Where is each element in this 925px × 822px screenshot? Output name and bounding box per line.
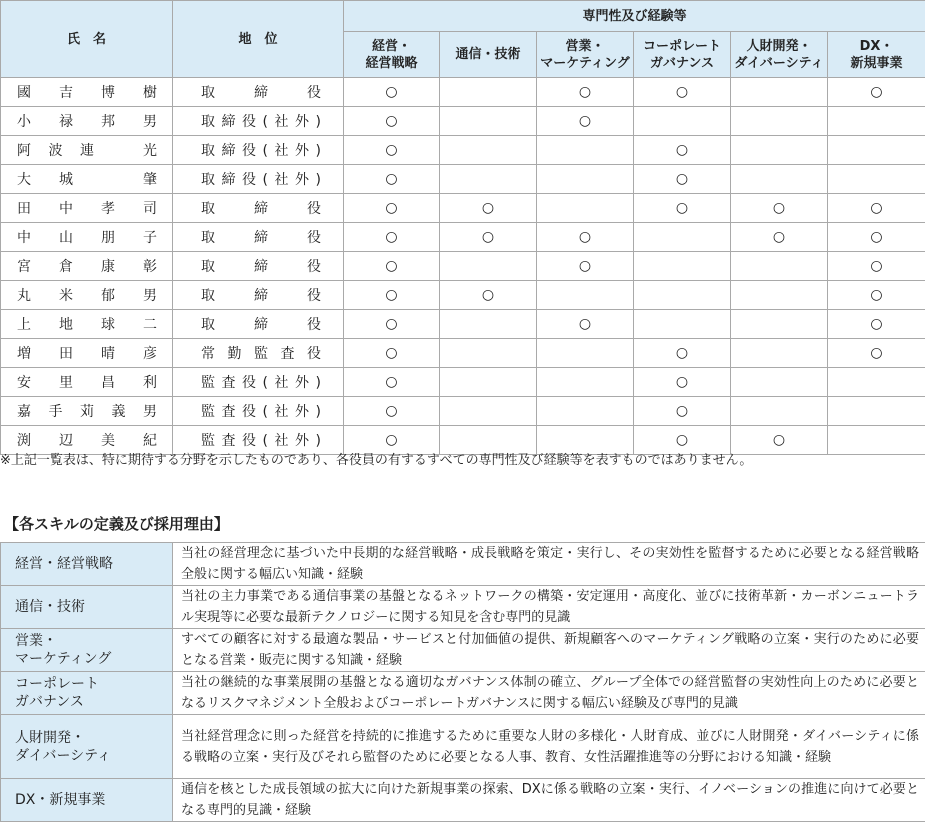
officer-name: 増田晴彦 — [1, 339, 173, 368]
skill-mark: ○ — [344, 223, 440, 252]
officer-position: 取締役 — [173, 252, 344, 281]
skill-mark: ○ — [828, 310, 925, 339]
skill-mark: ○ — [634, 339, 731, 368]
header-position: 地 位 — [173, 1, 344, 78]
definition-skill — [1, 715, 173, 779]
definition-row — [1, 629, 925, 672]
matrix-body — [1, 78, 925, 455]
definition-skill-line: 経営・経営戦略 — [15, 556, 113, 572]
skill-mark: ○ — [537, 252, 634, 281]
skill-mark: ○ — [344, 339, 440, 368]
skill-cell-empty — [537, 165, 634, 194]
table-row — [1, 165, 925, 194]
definition-skill — [1, 779, 173, 822]
header-skill-line: ダイバーシティ — [734, 56, 823, 71]
header-skill-1 — [440, 32, 537, 78]
skill-cell-empty — [634, 281, 731, 310]
officer-position: 監査役(社外) — [173, 426, 344, 455]
skill-cell-empty — [731, 310, 828, 339]
table-row — [1, 310, 925, 339]
definition-text: 通信を核とした成長領域の拡大に向けた新規事業の探索、DXに係る戦略の立案・実行、イノベーションの推進に向けて必要となる専門的見識・経験 — [173, 779, 925, 822]
officer-position: 取締役 — [173, 310, 344, 339]
header-skill-line: 人財開発・ — [746, 39, 811, 54]
definition-skill — [1, 672, 173, 715]
skill-mark: ○ — [344, 281, 440, 310]
definition-text: 当社の継続的な事業展開の基盤となる適切なガバナンス体制の確立、グループ全体での経営監督の実効性向上のために必要となるリスクマネジメント全般およびコーポレートガバナンスに関する幅広い経験及び専門的見識 — [173, 672, 925, 715]
skill-cell-empty — [537, 426, 634, 455]
table-row — [1, 368, 925, 397]
table-row — [1, 397, 925, 426]
definition-text: すべての顧客に対する最適な製品・サービスと付加価値の提供、新規顧客へのマーケティング戦略の立案・実行のために必要となる営業・販売に関する知識・経験 — [173, 629, 925, 672]
matrix-header — [1, 1, 925, 78]
header-skill-line: 新規事業 — [851, 56, 903, 71]
definition-skill-line: DX・新規事業 — [15, 792, 105, 808]
skill-cell-empty — [828, 426, 925, 455]
definition-skill-line: 人財開発・ — [15, 730, 85, 746]
skill-mark: ○ — [537, 310, 634, 339]
skill-cell-empty — [440, 136, 537, 165]
skill-mark: ○ — [344, 368, 440, 397]
skill-mark: ○ — [828, 252, 925, 281]
skill-mark: ○ — [634, 78, 731, 107]
skill-mark: ○ — [731, 223, 828, 252]
skill-cell-empty — [537, 281, 634, 310]
officer-name: 上地球二 — [1, 310, 173, 339]
definition-row — [1, 586, 925, 629]
skill-mark: ○ — [344, 426, 440, 455]
table-row — [1, 281, 925, 310]
header-skill-line: 経営・ — [372, 39, 411, 54]
skill-cell-empty — [440, 339, 537, 368]
skill-cell-empty — [731, 165, 828, 194]
definition-row — [1, 715, 925, 779]
skill-cell-empty — [731, 397, 828, 426]
officer-name: 丸米郁男 — [1, 281, 173, 310]
skill-mark: ○ — [344, 107, 440, 136]
officer-name: 阿波連 光 — [1, 136, 173, 165]
header-skill-line: マーケティング — [540, 56, 629, 71]
definition-skill-line: 通信・技術 — [15, 599, 85, 615]
header-skill-line: DX・ — [860, 39, 894, 54]
definition-text: 当社経営理念に則った経営を持続的に推進するために重要な人財の多様化・人財育成、並びに人財開発・ダイバーシティに係る戦略の立案・実行及びそれら監督のために必要となる人事、教育、女性活躍推進等の分野における知識・経験 — [173, 715, 925, 779]
header-skill-3 — [634, 32, 731, 78]
skill-cell-empty — [731, 136, 828, 165]
skill-cell-empty — [731, 78, 828, 107]
skill-mark: ○ — [344, 136, 440, 165]
definition-skill-line: 営業・ — [15, 633, 57, 649]
skill-cell-empty — [537, 136, 634, 165]
definition-skill — [1, 543, 173, 586]
table-row — [1, 194, 925, 223]
officer-name: 國吉博樹 — [1, 78, 173, 107]
skill-cell-empty — [634, 107, 731, 136]
skill-cell-empty — [731, 339, 828, 368]
officer-position: 取締役 — [173, 194, 344, 223]
definition-skill — [1, 586, 173, 629]
table-row — [1, 252, 925, 281]
header-skill-2 — [537, 32, 634, 78]
officer-name: 大城 肇 — [1, 165, 173, 194]
officer-name: 中山朋子 — [1, 223, 173, 252]
table-row — [1, 136, 925, 165]
skill-mark: ○ — [537, 78, 634, 107]
skill-cell-empty — [828, 165, 925, 194]
skill-mark: ○ — [344, 165, 440, 194]
definitions-body — [1, 543, 925, 822]
officer-name: 嘉手苅義男 — [1, 397, 173, 426]
skill-mark: ○ — [344, 252, 440, 281]
skill-cell-empty — [731, 107, 828, 136]
skill-cell-empty — [440, 426, 537, 455]
header-skill-line: 経営戦略 — [365, 56, 417, 71]
skill-cell-empty — [537, 368, 634, 397]
header-skill-line: コーポレート — [643, 39, 721, 54]
skill-mark: ○ — [828, 339, 925, 368]
skill-cell-empty — [440, 107, 537, 136]
skill-mark: ○ — [344, 78, 440, 107]
officer-name: 田中孝司 — [1, 194, 173, 223]
officer-name: 小禄邦男 — [1, 107, 173, 136]
skill-mark: ○ — [537, 107, 634, 136]
header-name: 氏 名 — [1, 1, 173, 78]
header-skill-4 — [731, 32, 828, 78]
skill-cell-empty — [828, 397, 925, 426]
officer-name: 安里昌利 — [1, 368, 173, 397]
definition-text: 当社の経営理念に基づいた中長期的な経営戦略・成長戦略を策定・実行し、その実効性を監督するために必要となる経営戦略全般に関する幅広い知識・経験 — [173, 543, 925, 586]
skill-cell-empty — [440, 397, 537, 426]
skill-cell-empty — [440, 310, 537, 339]
skill-mark: ○ — [634, 426, 731, 455]
officer-name: 宮倉康彰 — [1, 252, 173, 281]
skill-cell-empty — [537, 194, 634, 223]
skill-cell-empty — [440, 368, 537, 397]
definition-row — [1, 672, 925, 715]
header-skill-0 — [344, 32, 440, 78]
skill-mark: ○ — [440, 194, 537, 223]
skill-mark: ○ — [634, 368, 731, 397]
definition-skill-line: コーポレート — [15, 676, 99, 692]
definition-skill-line: ダイバーシティ — [15, 748, 111, 764]
skill-cell-empty — [828, 368, 925, 397]
table-row — [1, 223, 925, 252]
skill-mark: ○ — [828, 78, 925, 107]
skill-cell-empty — [828, 107, 925, 136]
definition-skill-line: ガバナンス — [15, 694, 84, 710]
definition-row — [1, 543, 925, 586]
skill-mark: ○ — [634, 194, 731, 223]
definitions-title: 【各スキルの定義及び採用理由】 — [4, 514, 229, 534]
skill-cell-empty — [731, 281, 828, 310]
table-row — [1, 339, 925, 368]
officer-position: 取締役 — [173, 281, 344, 310]
definition-row — [1, 779, 925, 822]
skill-mark: ○ — [731, 194, 828, 223]
skill-definitions-table — [0, 542, 925, 822]
header-skill-line: 営業・ — [565, 39, 604, 54]
officer-position: 取締役 — [173, 223, 344, 252]
header-expertise-group: 専門性及び経験等 — [344, 1, 925, 32]
skill-cell-empty — [537, 397, 634, 426]
matrix-footnote: ※上記一覧表は、特に期待する分野を示したものであり、各役員の有するすべての専門性及び経験等を表すものではありません。 — [0, 452, 925, 470]
definition-skill — [1, 629, 173, 672]
officer-position: 取締役(社外) — [173, 136, 344, 165]
skill-mark: ○ — [828, 281, 925, 310]
skill-cell-empty — [537, 339, 634, 368]
skill-mark: ○ — [634, 397, 731, 426]
skill-mark: ○ — [344, 194, 440, 223]
skill-cell-empty — [828, 136, 925, 165]
officer-position: 取締役 — [173, 78, 344, 107]
officer-position: 取締役(社外) — [173, 165, 344, 194]
skill-cell-empty — [440, 252, 537, 281]
table-row — [1, 107, 925, 136]
officer-position: 取締役(社外) — [173, 107, 344, 136]
skill-cell-empty — [634, 223, 731, 252]
definition-text: 当社の主力事業である通信事業の基盤となるネットワークの構築・安定運用・高度化、並びに技術革新・カーボンニュートラル実現等に必要な最新テクノロジーに関する知見を含む専門的見識 — [173, 586, 925, 629]
header-skill-line: ガバナンス — [650, 56, 714, 71]
skill-mark: ○ — [440, 223, 537, 252]
table-row — [1, 426, 925, 455]
header-skill-line: 通信・技術 — [455, 47, 520, 62]
skill-mark: ○ — [537, 223, 634, 252]
skill-cell-empty — [731, 252, 828, 281]
skill-mark: ○ — [440, 281, 537, 310]
officer-name: 渕辺美紀 — [1, 426, 173, 455]
skill-cell-empty — [634, 252, 731, 281]
officer-position: 監査役(社外) — [173, 397, 344, 426]
skill-mark: ○ — [634, 136, 731, 165]
skill-cell-empty — [634, 310, 731, 339]
skill-cell-empty — [440, 78, 537, 107]
skill-cell-empty — [440, 165, 537, 194]
definition-skill-line: マーケティング — [15, 651, 111, 667]
skill-cell-empty — [731, 368, 828, 397]
officer-position: 監査役(社外) — [173, 368, 344, 397]
skill-mark: ○ — [344, 397, 440, 426]
skill-mark: ○ — [828, 223, 925, 252]
skill-mark: ○ — [344, 310, 440, 339]
officer-position: 常勤監査役 — [173, 339, 344, 368]
skill-mark: ○ — [731, 426, 828, 455]
skill-mark: ○ — [634, 165, 731, 194]
skill-mark: ○ — [828, 194, 925, 223]
header-skill-5 — [828, 32, 925, 78]
table-row — [1, 78, 925, 107]
